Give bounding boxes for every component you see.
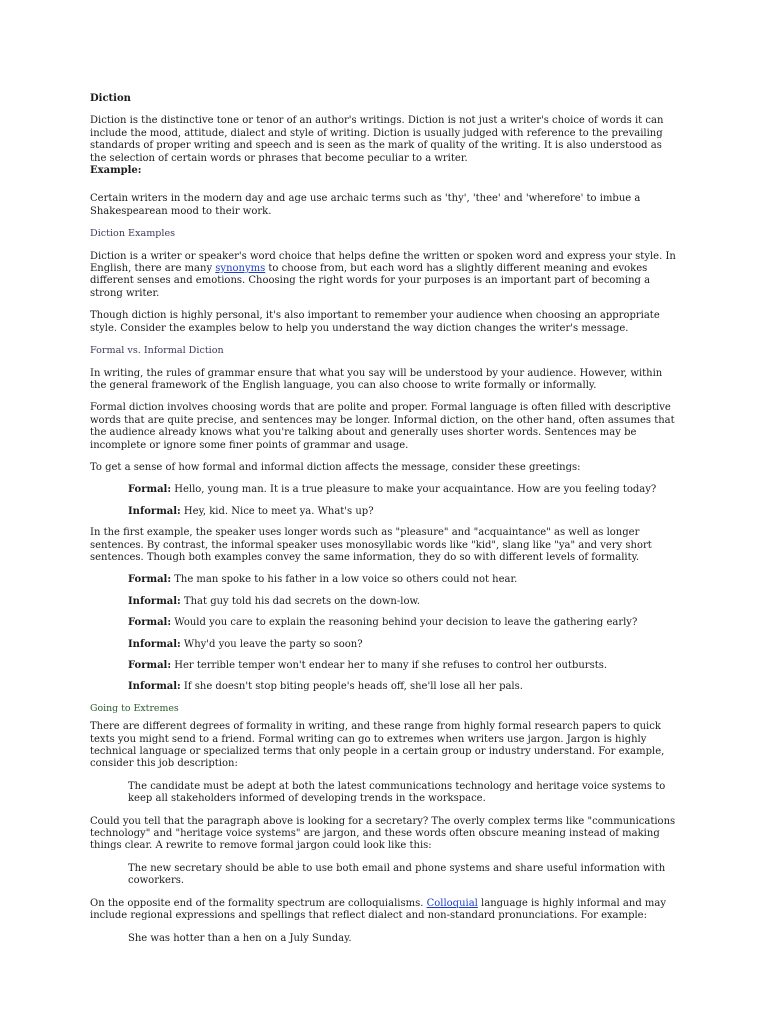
example3-informal-text: If she doesn't stop biting people's heads off, she'll lose all her pals. bbox=[180, 681, 523, 693]
document-page bbox=[90, 93, 680, 954]
greeting-informal bbox=[128, 506, 680, 518]
synonyms-link[interactable]: synonyms bbox=[215, 263, 266, 275]
greeting-formal bbox=[128, 484, 680, 496]
example2-formal bbox=[128, 617, 680, 629]
example2-informal-text: Why'd you leave the party so soon? bbox=[180, 638, 363, 650]
rewrite-quote: The new secretary should be able to use both email and phone systems and share useful information with coworkers. bbox=[128, 862, 666, 887]
example1-formal-text: The man spoke to his father in a low voice so others could not hear. bbox=[171, 574, 518, 586]
informal-label: Informal: bbox=[128, 638, 181, 650]
formal-label: Formal: bbox=[128, 617, 172, 629]
example1-informal bbox=[128, 596, 680, 608]
job-description-quote: The candidate must be adept at both the latest communications technology and heritage voice systems to keep all stakeholders informed of developing trends in the workspace. bbox=[128, 780, 666, 805]
example-label: Example: bbox=[90, 165, 142, 177]
paragraph-word-choice-a: Diction is a writer or speaker's word choice that helps define the written or spoken word and express your style. In English, there are many bbox=[90, 250, 676, 275]
doc-title: Diction bbox=[90, 93, 131, 104]
paragraph-colloquialisms bbox=[90, 898, 680, 923]
paragraph-word-choice-b: to choose from, but each word has a slightly different meaning and evokes different senses and emotions. Choosing the right words for your purposes is an important part of becoming a strong writer. bbox=[90, 263, 651, 299]
intro-paragraph: Diction is the distinctive tone or tenor of an author's writings. Diction is not just a writer's choice of words it can include the mood, attitude, dialect and style of writing. Diction is usually judged with reference to the prevailing standards of proper writing and speech and is seen as the mark of quality of the writing. It is also understood as the selection of certain words or phrases that become peculiar to a writer. bbox=[90, 115, 664, 164]
example2-informal bbox=[128, 639, 680, 651]
heading-going-to-extremes: Going to Extremes bbox=[90, 702, 179, 714]
heading-diction-examples: Diction Examples bbox=[90, 228, 176, 240]
paragraph-grammar-rules: In writing, the rules of grammar ensure that what you say will be understood by your audience. However, within the general framework of the English language, you can also choose to write formally or informally. bbox=[90, 367, 663, 391]
paragraph-greetings-intro: To get a sense of how formal and informal diction affects the message, consider these greetings: bbox=[90, 461, 581, 473]
formal-label: Formal: bbox=[128, 574, 172, 586]
formal-label: Formal: bbox=[128, 660, 172, 671]
heading-formal-informal: Formal vs. Informal Diction bbox=[90, 345, 224, 357]
colloquial-link[interactable]: Colloquial bbox=[426, 897, 478, 909]
greeting-formal-text: Hello, young man. It is a true pleasure to make your acquaintance. How are you feeling today? bbox=[171, 484, 657, 496]
example3-formal-text: Her terrible temper won't endear her to many if she refuses to control her outbursts. bbox=[171, 660, 608, 671]
paragraph-colloquialisms-a: On the opposite end of the formality spectrum are colloquialisms. bbox=[90, 897, 427, 909]
greeting-informal-text: Hey, kid. Nice to meet ya. What's up? bbox=[180, 505, 374, 517]
paragraph-audience: Though diction is highly personal, it's also important to remember your audience when choosing an appropriate style. Consider the examples below to help you understand the way diction changes the writer's message. bbox=[90, 310, 660, 334]
example2-formal-text: Would you care to explain the reasoning behind your decision to leave the gathering early? bbox=[171, 617, 638, 629]
paragraph-first-example: In the first example, the speaker uses longer words such as "pleasure" and "acquaintance" as well as longer sentences. By contrast, the informal speaker uses monosyllabic words like "kid", slang like "ya" and very short sentences. Though both examples convey the same information, they do so with different levels of formality. bbox=[90, 527, 652, 563]
example-text: Certain writers in the modern day and age use archaic terms such as 'thy', 'thee' and 'wherefore' to imbue a Shakespearean mood to their work. bbox=[90, 193, 641, 217]
paragraph-jargon: Could you tell that the paragraph above is looking for a secretary? The overly complex terms like "communications technology" and "heritage voice systems" are jargon, and these words often obscure meaning instead of making things clear. A rewrite to remove formal jargon could look like this: bbox=[90, 815, 676, 852]
example1-informal-text: That guy told his dad secrets on the down-low. bbox=[180, 595, 421, 607]
informal-label: Informal: bbox=[128, 505, 181, 517]
paragraph-word-choice bbox=[90, 251, 680, 301]
formal-label: Formal: bbox=[128, 484, 172, 496]
paragraph-formal-diction: Formal diction involves choosing words that are polite and proper. Formal language is often filled with descriptive words that are quite precise, and sentences may be longer. Informal diction, on the other hand, often assumes that the audience already knows what you're talking about and generally uses shorter words. Sentences may be incomplete or ignore some finer points of grammar and usage. bbox=[90, 402, 675, 451]
paragraph-colloquialisms-b: language is highly informal and may include regional expressions and spellings that reflect dialect and non-standard pronunciations. For example: bbox=[90, 897, 667, 922]
informal-label: Informal: bbox=[128, 681, 181, 693]
paragraph-degrees-formality: There are different degrees of formality in writing, and these range from highly formal research papers to quick texts you might send to a friend. Formal writing can go to extremes when writers use jargon. Jargon is highly technical language or specialized terms that only people in a certain group or industry understand. For example, consider this job description: bbox=[90, 721, 665, 770]
example1-formal bbox=[128, 574, 680, 586]
colloquial-example-quote: She was hotter than a hen on a July Sunday. bbox=[128, 932, 352, 944]
example3-formal bbox=[128, 660, 680, 672]
informal-label: Informal: bbox=[128, 595, 181, 607]
example3-informal bbox=[128, 681, 680, 693]
